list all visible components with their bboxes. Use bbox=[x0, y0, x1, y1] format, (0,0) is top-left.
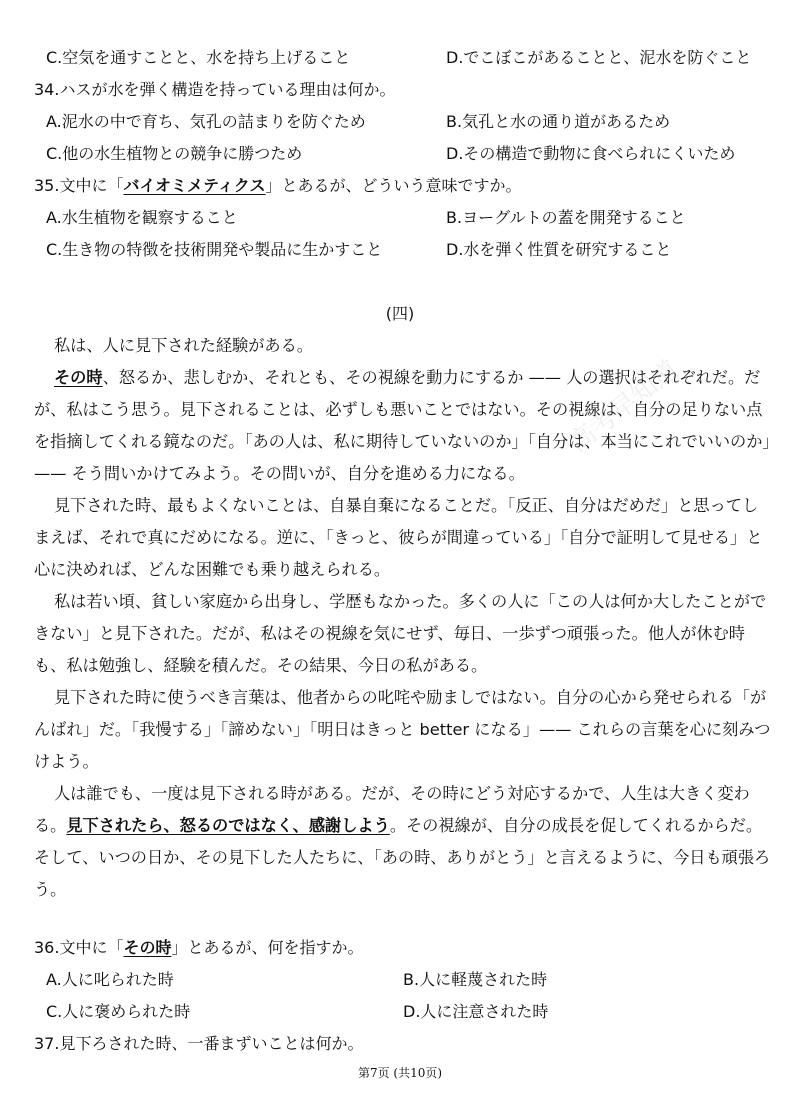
q36-option-c[interactable]: C.人に褒められた時 bbox=[46, 1002, 191, 1021]
q34-stem: 34.ハスが水を弾く構造を持っている理由は何か。 bbox=[34, 80, 396, 99]
q36-option-b[interactable]: B.人に軽蔑された時 bbox=[403, 970, 548, 989]
q35-options-row-ab bbox=[0, 202, 800, 234]
passage-keyword-sono-toki: その時 bbox=[54, 368, 103, 387]
q33-option-c[interactable]: C.空気を通すことと、水を持ち上げること bbox=[46, 48, 351, 67]
reading-passage bbox=[34, 330, 772, 906]
q33-option-d[interactable]: D.でこぼこがあることと、泥水を防ぐこと bbox=[446, 48, 752, 67]
passage-paragraph-3-text: 見下された時、最もよくないことは、自暴自棄になることだ。「反正、自分はだめだ」と思ってしまえば、それで真にだめになる。逆に、「きっと、彼らが間違っている」「自分で証明して見せる」と心に決めれば、どんな困難でも乗り越えられる。 bbox=[34, 496, 763, 579]
passage-keyword-kansha: 見下されたら、怒るのではなく、感謝しよう bbox=[66, 816, 390, 835]
passage-paragraph-2-text: 、怒るか、悲しむか、それとも、その視線を動力にするか —— 人の選択はそれぞれだ。だが、私はこう思う。見下されることは、必ずしも悪いことではない。その視線は、自分の足りない点を指摘してくれる鏡なのだ。「あの人は、私に期待していないのか」「自分は、本当にこれでいいのか」—— そう問いかけてみよう。その問いが、自分を進める力になる。 bbox=[34, 368, 771, 483]
q35-stem-suffix: 」とあるが、どういう意味ですか。 bbox=[265, 176, 522, 195]
q34-options-row-ab bbox=[0, 106, 800, 138]
passage-paragraph-1-text: 私は、人に見下された経験がある。 bbox=[54, 336, 313, 355]
passage-paragraph-5 bbox=[34, 682, 772, 778]
q34-option-b[interactable]: B.気孔と水の通り道があるため bbox=[446, 112, 671, 131]
q36-options-row-ab bbox=[0, 964, 800, 996]
passage-paragraph-6-text-a: 人は誰でも、一度は見下される時がある。だが、その時にどう対応するかで、人生は大きく変わる。 bbox=[34, 784, 750, 835]
q34-option-c[interactable]: C.他の水生植物との競争に勝つため bbox=[46, 144, 303, 163]
q36-keyword: その時 bbox=[123, 938, 172, 957]
q36-stem bbox=[0, 932, 800, 964]
q34-option-a[interactable]: A.泥水の中で育ち、気孔の詰まりを防ぐため bbox=[46, 112, 366, 131]
q35-option-a[interactable]: A.水生植物を観察すること bbox=[46, 208, 238, 227]
q36-stem-prefix: 36.文中に「 bbox=[34, 938, 124, 957]
q36-option-a[interactable]: A.人に叱られた時 bbox=[46, 970, 174, 989]
q33-options-row-cd bbox=[0, 42, 800, 74]
q34-options-row-cd bbox=[0, 138, 800, 170]
q35-option-c[interactable]: C.生き物の特徴を技術開発や製品に生かすこと bbox=[46, 240, 383, 259]
watermark: 高考早知道 bbox=[563, 354, 685, 459]
q36-option-d[interactable]: D.人に注意された時 bbox=[403, 1002, 549, 1021]
q35-stem-prefix: 35.文中に「 bbox=[34, 176, 124, 195]
q35-keyword: バイオミメティクス bbox=[123, 176, 266, 195]
section-heading: (四) bbox=[385, 304, 415, 323]
passage-paragraph-4 bbox=[34, 586, 772, 682]
page-number-footer: 第7页 (共10页) bbox=[357, 1066, 443, 1080]
passage-paragraph-4-text: 私は若い頃、貧しい家庭から出身し、学歴もなかった。多くの人に「この人は何か大したことができない」と見下された。だが、私はその視線を気にせず、毎日、一歩ずつ頑張った。他人が休む時も、私は勉強し、経験を積んだ。その結果、今日の私がある。 bbox=[34, 592, 767, 675]
q35-stem bbox=[0, 170, 800, 202]
passage-paragraph-1 bbox=[34, 330, 772, 362]
q35-option-b[interactable]: B.ヨーグルトの蓋を開発すること bbox=[446, 208, 686, 227]
q37-stem: 37.見下ろされた時、一番まずいことは何か。 bbox=[34, 1034, 364, 1053]
passage-paragraph-2 bbox=[34, 362, 772, 490]
q36-options-row-cd bbox=[0, 996, 800, 1028]
passage-paragraph-6-text-b: 。その視線が、自分の成長を促してくれるからだ。そして、いつの日か、その見下した人たちに、「あの時、ありがとう」と言えるように、今日も頑張ろう。 bbox=[34, 816, 771, 899]
q36-stem-suffix: 」とあるが、何を指すか。 bbox=[171, 938, 364, 957]
passage-paragraph-5-text: 見下された時に使うべき言葉は、他者からの叱咤や励ましではない。自分の心から発せられる「がんばれ」だ。「我慢する」「諦めない」「明日はきっと better になる」—— これらの言葉を心に刻みつけよう。 bbox=[34, 688, 771, 771]
passage-paragraph-3 bbox=[34, 490, 772, 586]
q34-option-d[interactable]: D.その構造で動物に食べられにくいため bbox=[446, 144, 736, 163]
q35-option-d[interactable]: D.水を弾く性質を研究すること bbox=[446, 240, 672, 259]
passage-paragraph-6 bbox=[34, 778, 772, 906]
q35-options-row-cd bbox=[0, 234, 800, 266]
